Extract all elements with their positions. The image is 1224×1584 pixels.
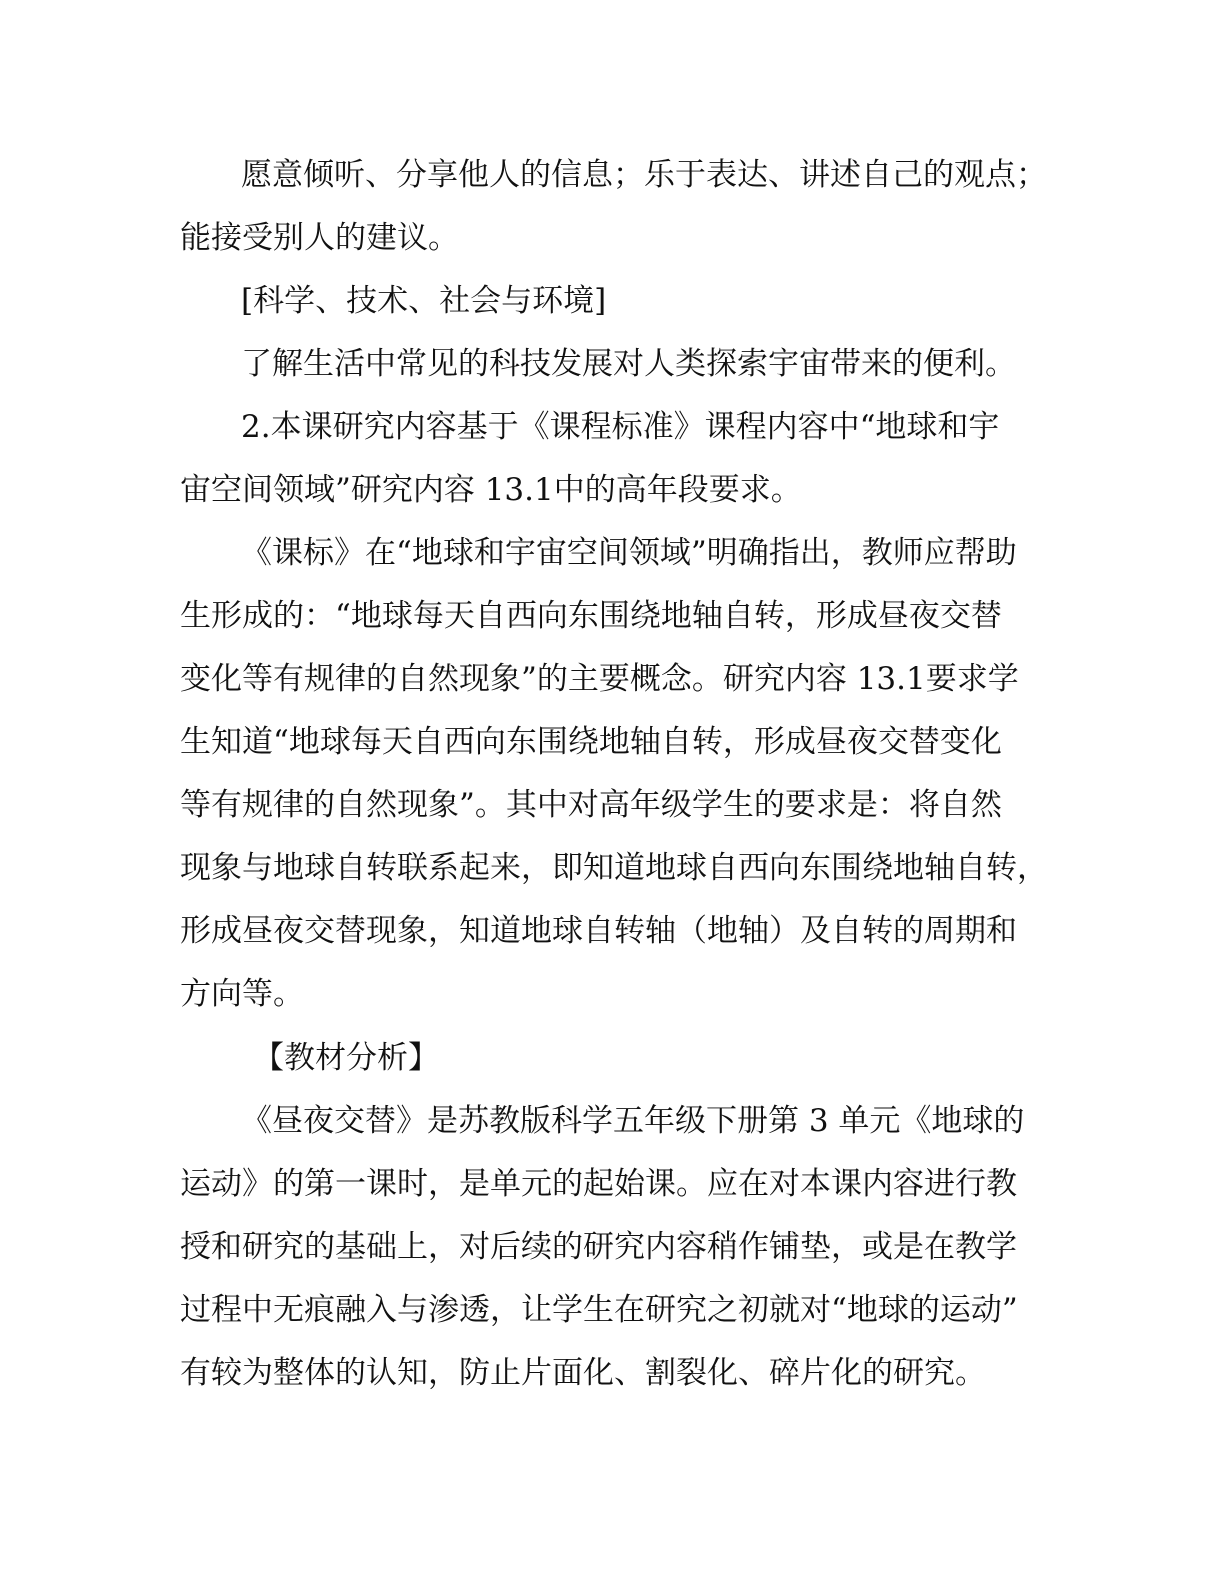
text-line: 《昼夜交替》是苏教版科学五年级下册第 3 单元《地球的 — [241, 1103, 1025, 1139]
text-line: 生知道“地球每天自西向东围绕地轴自转，形成昼夜交替变化 — [180, 724, 1002, 760]
text-line: 生形成的：“地球每天自西向东围绕地轴自转，形成昼夜交替 — [180, 598, 1002, 634]
text-line: 《课标》在“地球和宇宙空间领域”明确指出，教师应帮助 — [241, 535, 1017, 571]
text-line: 有较为整体的认知，防止片面化、割裂化、碎片化的研究。 — [180, 1355, 986, 1391]
text-line: 方向等。 — [180, 976, 304, 1012]
section-heading: [科学、技术、社会与环境] — [241, 283, 607, 319]
text-line: 授和研究的基础上，对后续的研究内容稍作铺垫，或是在教学 — [180, 1229, 1017, 1265]
text-line: 形成昼夜交替现象，知道地球自转轴（地轴）及自转的周期和 — [180, 913, 1017, 949]
text-line: 等有规律的自然现象”。其中对高年级学生的要求是：将自然 — [180, 787, 1002, 823]
text-line: 宙空间领域”研究内容 13.1中的高年段要求。 — [180, 472, 802, 508]
text-line: 变化等有规律的自然现象”的主要概念。研究内容 13.1要求学 — [180, 661, 1019, 697]
text-line: 过程中无痕融入与渗透，让学生在研究之初就对“地球的运动” — [180, 1292, 1018, 1328]
text-line: 了解生活中常见的科技发展对人类探索宇宙带来的便利。 — [241, 346, 1016, 382]
text-line: 运动》的第一课时，是单元的起始课。应在对本课内容进行教 — [180, 1166, 1017, 1202]
text-line: 2.本课研究内容基于《课程标准》课程内容中“地球和宇 — [241, 409, 1000, 445]
text-line: 愿意倾听、分享他人的信息；乐于表达、讲述自己的观点； — [241, 157, 1047, 193]
section-heading: 【教材分析】 — [253, 1040, 439, 1076]
text-line: 能接受别人的建议。 — [180, 220, 459, 256]
text-line: 现象与地球自转联系起来，即知道地球自西向东围绕地轴自转， — [180, 850, 1048, 886]
